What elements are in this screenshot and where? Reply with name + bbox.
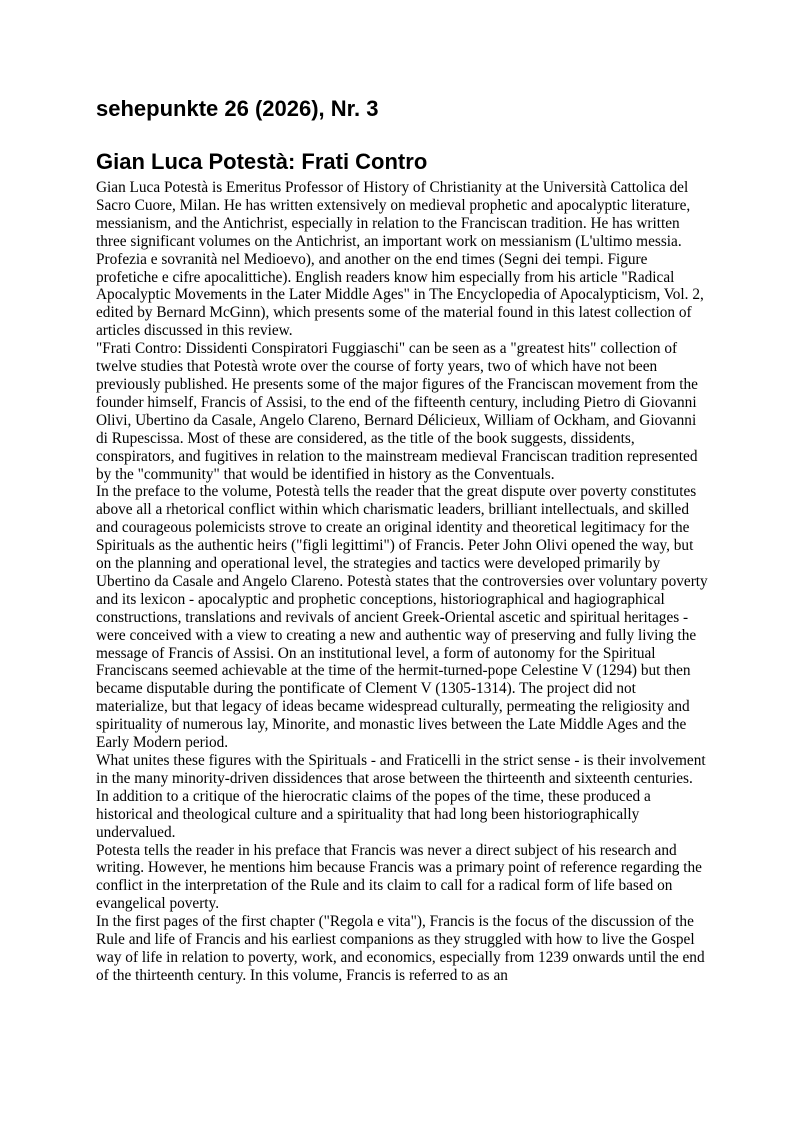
body-paragraph: In the first pages of the first chapter ("Regola e vita"), Francis is the focus of the discussion of the Rule and life of Francis and his earliest companions as they struggled with how to live the Gospel way of life in relation to poverty, work, and economics, especially from 1239 onwards until the end of the thirteenth century. In this volume, Francis is referred to as an: [96, 913, 705, 984]
body-paragraph: "Frati Contro: Dissidenti Conspiratori Fuggiaschi" can be seen as a "greatest hits" collection of twelve studies that Potestà wrote over the course of forty years, two of which have not been previously published. He presents some of the major figures of the Franciscan movement from the founder himself, Francis of Assisi, to the end of the fifteenth century, including Pietro di Giovanni Olivi, Ubertino da Casale, Angelo Clareno, Bernard Délicieux, William of Ockham, and Giovanni di Rupescissa. Most of these are considered, as the title of the book suggests, dissidents, conspirators, and fugitives in relation to the mainstream medieval Franciscan tradition represented by the "community" that would be identified in history as the Conventuals.: [96, 340, 698, 483]
article-body: [96, 179, 708, 985]
article-title: Gian Luca Potestà: Frati Contro: [96, 149, 428, 174]
journal-issue-heading: sehepunkte 26 (2026), Nr. 3: [96, 96, 379, 121]
body-paragraph: In the preface to the volume, Potestà tells the reader that the great dispute over poverty constitutes above all a rhetorical conflict within which charismatic leaders, brilliant intellectuals, and skilled and courageous polemicists strove to create an original identity and theoretical legitimacy for the Spirituals as the authentic heirs ("figli legittimi") of Francis. Peter John Olivi opened the way, but on the planning and operational level, the strategies and tactics were developed primarily by Ubertino da Casale and Angelo Clareno. Potestà states that the controversies over voluntary poverty and its lexicon - apocalyptic and prophetic conceptions, historiographical and hagiographical constructions, translations and revivals of ancient Greek-Oriental ascetic and spiritual heritages - were conceived with a view to creating a new and authentic way of preserving and fully living the message of Francis of Assisi. On an institutional level, a form of autonomy for the Spiritual Franciscans seemed achievable at the time of the hermit-turned-pope Celestine V (1294) but then became disputable during the pontificate of Clement V (1305-1314). The project did not materialize, but that legacy of ideas became widespread culturally, permeating the religiosity and spirituality of numerous lay, Minorite, and monastic lives between the Late Middle Ages and the Early Modern period.: [96, 483, 708, 752]
body-paragraph: Gian Luca Potestà is Emeritus Professor of History of Christianity at the Università Cattolica del Sacro Cuore, Milan. He has written extensively on medieval prophetic and apocalyptic literature, messianism, and the Antichrist, especially in relation to the Franciscan tradition. He has written three significant volumes on the Antichrist, an important work on messianism (L'ultimo messia. Profezia e sovranità nel Medioevo), and another on the end times (Segni dei tempi. Figure profetiche e cifre apocalittiche). English readers know him especially from his article "Radical Apocalyptic Movements in the Later Middle Ages" in The Encyclopedia of Apocalypticism, Vol. 2, edited by Bernard McGinn), which presents some of the material found in this latest collection of articles discussed in this review.: [96, 179, 704, 340]
body-paragraph: What unites these figures with the Spirituals - and Fraticelli in the strict sense - is their involvement in the many minority-driven dissidences that arose between the thirteenth and sixteenth centuries. In addition to a critique of the hierocratic claims of the popes of the time, these produced a historical and theological culture and a spirituality that had long been historiographically undervalued.: [96, 752, 706, 841]
body-paragraph: Potesta tells the reader in his preface that Francis was never a direct subject of his research and writing. However, he mentions him because Francis was a primary point of reference regarding the conflict in the interpretation of the Rule and its claim to call for a radical form of life based on evangelical poverty.: [96, 841, 702, 913]
